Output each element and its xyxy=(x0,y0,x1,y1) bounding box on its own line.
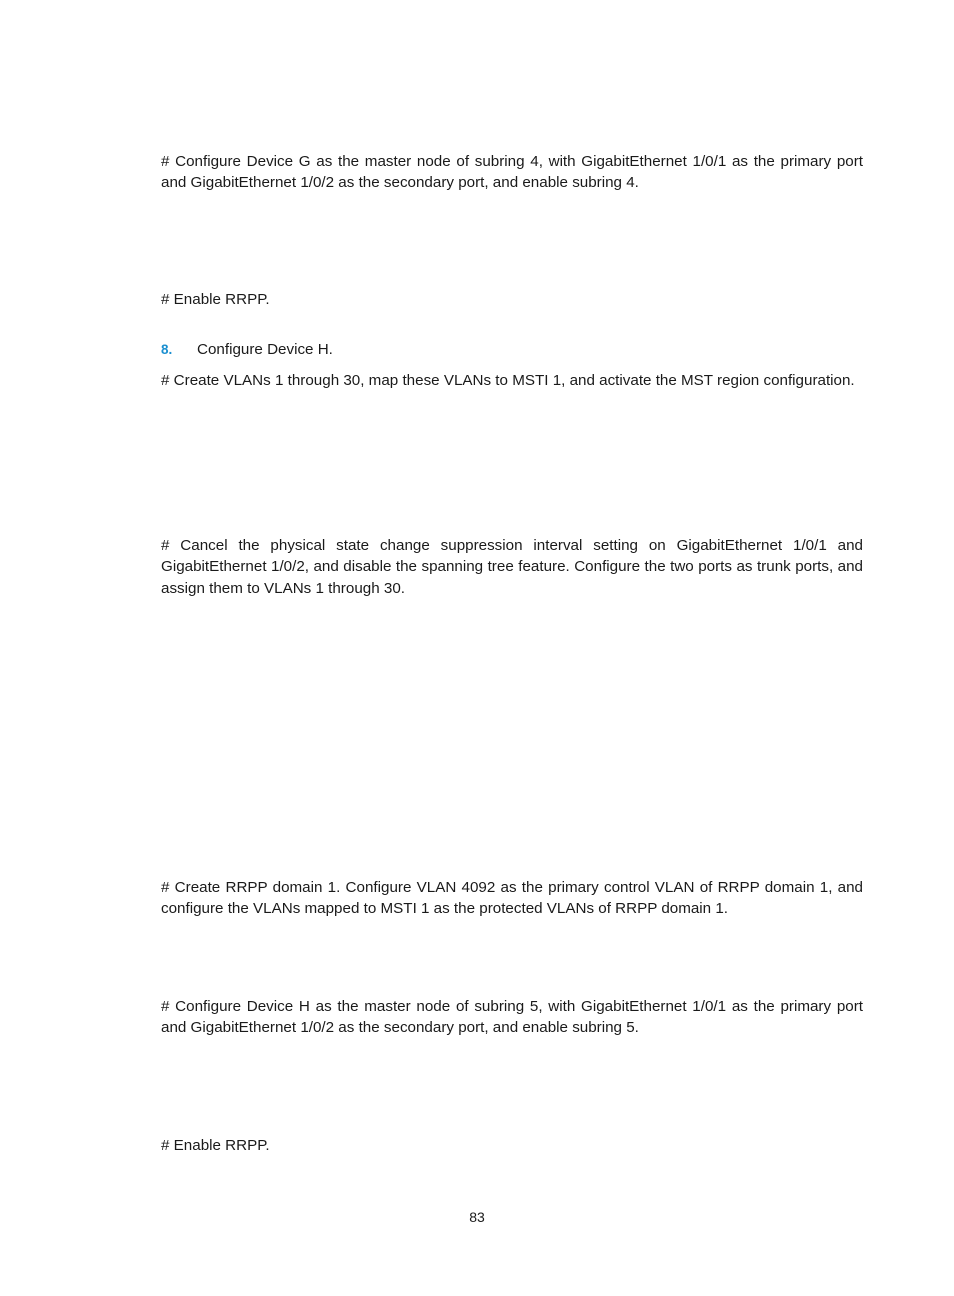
paragraph-cancel-suppression-interval: # Cancel the physical state change suppression interval setting on GigabitEthernet 1/0/1 and GigabitEthernet 1/0/2, and disable the spanning tree feature. Configure the two ports as trunk ports, and assign them to VLANs 1 through 30. xyxy=(161,537,863,597)
paragraph-enable-rrpp-h: # Enable RRPP. xyxy=(161,1137,270,1154)
paragraph-configure-device-g-master-node: # Configure Device G as the master node of subring 4, with GigabitEthernet 1/0/1 as the primary port and GigabitEthernet 1/0/2 as the secondary port, and enable subring 4. xyxy=(161,153,863,192)
paragraph-create-vlans: # Create VLANs 1 through 30, map these VLANs to MSTI 1, and activate the MST region configuration. xyxy=(161,372,855,389)
paragraph-configure-device-h-master-node: # Configure Device H as the master node of subring 5, with GigabitEthernet 1/0/1 as the primary port and GigabitEthernet 1/0/2 as the secondary port, and enable subring 5. xyxy=(161,998,863,1037)
page-number: 83 xyxy=(469,1209,485,1225)
step-text: Configure Device H. xyxy=(197,341,333,358)
paragraph-create-rrpp-domain: # Create RRPP domain 1. Configure VLAN 4092 as the primary control VLAN of RRPP domain 1, and configure the VLANs mapped to MSTI 1 as the protected VLANs of RRPP domain 1. xyxy=(161,879,863,918)
paragraph-enable-rrpp-g: # Enable RRPP. xyxy=(161,291,270,308)
step-number: 8. xyxy=(161,342,173,357)
step-configure-device-h xyxy=(161,339,333,360)
